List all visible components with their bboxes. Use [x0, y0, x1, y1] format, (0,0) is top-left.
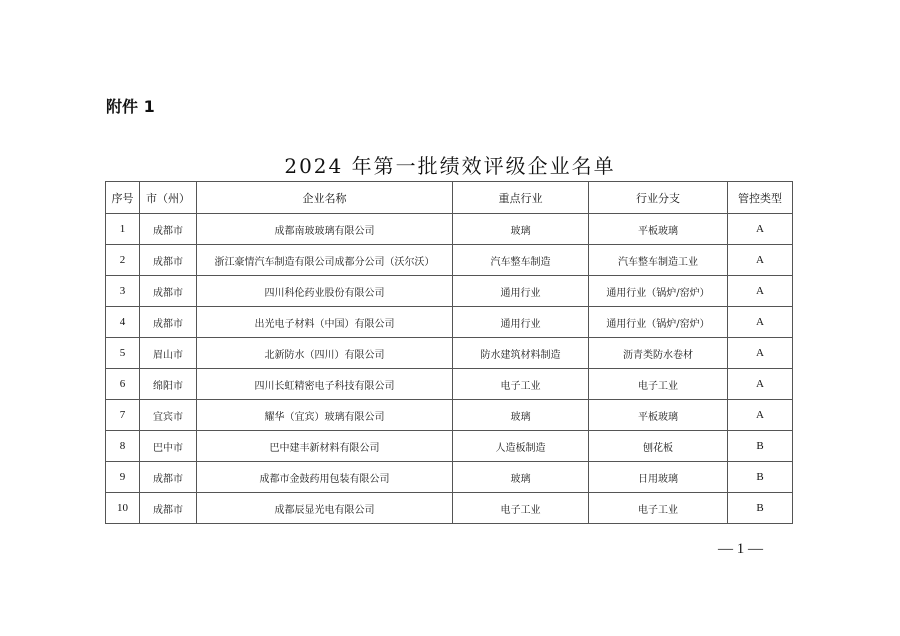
- table-row: [106, 276, 793, 307]
- cell-branch: 电子工业: [589, 493, 728, 524]
- table-row: [106, 369, 793, 400]
- cell-city: 成都市: [140, 214, 197, 245]
- cell-index: 6: [106, 369, 140, 400]
- cell-company: 四川科伦药业股份有限公司: [197, 276, 453, 307]
- cell-control-type: A: [728, 400, 793, 431]
- cell-city: 成都市: [140, 245, 197, 276]
- cell-control-type: A: [728, 245, 793, 276]
- cell-company: 成都南玻玻璃有限公司: [197, 214, 453, 245]
- cell-city: 成都市: [140, 462, 197, 493]
- cell-city: 绵阳市: [140, 369, 197, 400]
- cell-industry: 玻璃: [453, 214, 589, 245]
- cell-company: 耀华（宜宾）玻璃有限公司: [197, 400, 453, 431]
- cell-city: 成都市: [140, 276, 197, 307]
- header-branch: 行业分支: [589, 182, 728, 214]
- cell-industry: 通用行业: [453, 276, 589, 307]
- cell-branch: 日用玻璃: [589, 462, 728, 493]
- cell-index: 8: [106, 431, 140, 462]
- cell-industry: 人造板制造: [453, 431, 589, 462]
- cell-index: 1: [106, 214, 140, 245]
- cell-company: 北新防水（四川）有限公司: [197, 338, 453, 369]
- table-row: [106, 462, 793, 493]
- cell-index: 3: [106, 276, 140, 307]
- table-row: [106, 245, 793, 276]
- cell-branch: 刨花板: [589, 431, 728, 462]
- cell-branch: 通用行业（锅炉/窑炉）: [589, 276, 728, 307]
- cell-industry: 防水建筑材料制造: [453, 338, 589, 369]
- table-row: [106, 307, 793, 338]
- cell-branch: 电子工业: [589, 369, 728, 400]
- table-row: [106, 431, 793, 462]
- cell-control-type: A: [728, 307, 793, 338]
- table-header-row: [106, 182, 793, 214]
- cell-index: 5: [106, 338, 140, 369]
- cell-index: 4: [106, 307, 140, 338]
- document-title: 2024 年第一批绩效评级企业名单: [284, 154, 616, 178]
- table-row: [106, 493, 793, 524]
- cell-city: 巴中市: [140, 431, 197, 462]
- cell-company: 巴中建丰新材料有限公司: [197, 431, 453, 462]
- header-control-type: 管控类型: [728, 182, 793, 214]
- cell-index: 9: [106, 462, 140, 493]
- cell-index: 10: [106, 493, 140, 524]
- cell-industry: 玻璃: [453, 400, 589, 431]
- cell-index: 2: [106, 245, 140, 276]
- cell-control-type: A: [728, 276, 793, 307]
- cell-city: 宜宾市: [140, 400, 197, 431]
- cell-city: 成都市: [140, 493, 197, 524]
- cell-company: 出光电子材料（中国）有限公司: [197, 307, 453, 338]
- cell-industry: 电子工业: [453, 493, 589, 524]
- table-row: [106, 400, 793, 431]
- cell-city: 成都市: [140, 307, 197, 338]
- header-index: 序号: [106, 182, 140, 214]
- cell-control-type: B: [728, 462, 793, 493]
- cell-industry: 电子工业: [453, 369, 589, 400]
- cell-city: 眉山市: [140, 338, 197, 369]
- cell-company: 浙江豪情汽车制造有限公司成都分公司（沃尔沃）: [197, 245, 453, 276]
- header-industry: 重点行业: [453, 182, 589, 214]
- cell-index: 7: [106, 400, 140, 431]
- cell-branch: 通用行业（锅炉/窑炉）: [589, 307, 728, 338]
- table-row: [106, 214, 793, 245]
- header-company: 企业名称: [197, 182, 453, 214]
- cell-industry: 玻璃: [453, 462, 589, 493]
- cell-control-type: B: [728, 493, 793, 524]
- cell-company: 成都辰显光电有限公司: [197, 493, 453, 524]
- cell-control-type: B: [728, 431, 793, 462]
- table-row: [106, 338, 793, 369]
- enterprise-table: [105, 181, 793, 524]
- cell-branch: 汽车整车制造工业: [589, 245, 728, 276]
- cell-branch: 沥青类防水卷材: [589, 338, 728, 369]
- cell-industry: 汽车整车制造: [453, 245, 589, 276]
- cell-control-type: A: [728, 214, 793, 245]
- cell-control-type: A: [728, 338, 793, 369]
- cell-branch: 平板玻璃: [589, 400, 728, 431]
- attachment-label: 附件 1: [106, 97, 155, 116]
- cell-branch: 平板玻璃: [589, 214, 728, 245]
- page-number: — 1 —: [718, 541, 763, 557]
- cell-company: 成都市金鼓药用包装有限公司: [197, 462, 453, 493]
- cell-control-type: A: [728, 369, 793, 400]
- cell-industry: 通用行业: [453, 307, 589, 338]
- cell-company: 四川长虹精密电子科技有限公司: [197, 369, 453, 400]
- header-city: 市（州）: [140, 182, 197, 214]
